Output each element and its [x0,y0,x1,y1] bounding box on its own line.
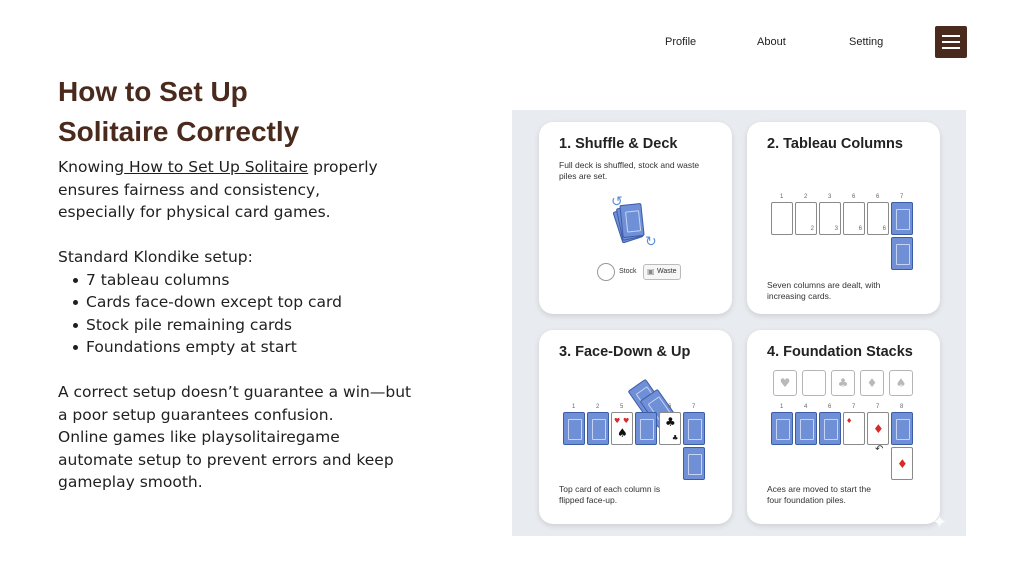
closing-line: Online games like playsolitairegame [58,428,340,446]
top-nav [0,0,1024,80]
step-description [767,484,937,506]
sparkle-icon: ✦ [932,512,948,533]
step-card-shuffle [539,122,732,314]
card-number: 6 [882,226,886,232]
column-number: 6 [876,194,880,200]
intro-line: especially for physical card games. [58,203,331,221]
stock-label: Stock [619,268,637,275]
title-line: How to Set Up [58,76,248,107]
column-number: 2 [804,194,808,200]
intro-line: ensures fairness and consistency, [58,180,321,199]
column-number: 1 [780,404,784,410]
article-body [58,156,478,494]
intro-text: properly [308,158,378,176]
step-title: 2. Tableau Columns [767,136,903,152]
menu-bar [942,35,960,37]
title-line: Solitaire Correctly [58,116,300,147]
step-title: 3. Face-Down & Up [559,344,691,360]
card-back [619,203,644,238]
tableau-card [819,202,841,235]
step-title: 1. Shuffle & Deck [559,136,678,152]
setup-list [58,269,478,359]
closing-line: automate setup to prevent errors and keep [58,450,394,469]
card-suit: ♥ [623,417,630,425]
face-up-card [659,412,681,445]
card-back [683,412,705,445]
waste-pile [643,264,681,280]
list-item: Foundations empty at start [58,336,478,359]
shuffle-arrow-icon: ↻ [645,234,657,250]
list-item: Stock pile remaining cards [58,314,478,337]
card-back [683,447,705,480]
column-number: 7 [692,404,696,410]
card-suit: ♣ [672,434,679,442]
column-number: 2 [596,404,600,410]
column-number: 1 [780,194,784,200]
nav-setting-link[interactable]: Setting [849,36,884,48]
tableau-card [771,202,793,235]
desc-line: increasing cards. [767,291,832,301]
list-item: Cards face-down except top card [58,291,478,314]
lock-icon: ▣ [647,267,655,276]
step-title: 4. Foundation Stacks [767,344,913,360]
column-number: 3 [828,194,832,200]
nav-profile-link[interactable]: Profile [665,36,697,48]
foundation-slot: ♥ [773,370,797,396]
closing-line: gameplay smooth. [58,473,203,491]
card-back [819,412,841,445]
face-up-card [867,412,889,445]
card-back [587,412,609,445]
intro-paragraph [58,156,478,179]
column-number: 8 [900,404,904,410]
card-back [891,412,913,445]
setup-heading: Standard Klondike setup: [58,248,253,266]
tableau-card [795,202,817,235]
card-suit: ♦ [873,422,884,436]
tableau-card [867,202,889,235]
card-suit: ♣ [665,415,676,429]
column-number: 7 [900,194,904,200]
column-number: 4 [804,404,808,410]
desc-line: Aces are moved to start the [767,484,871,494]
menu-bar [942,47,960,49]
desc-line: Full deck is shuffled, stock and waste [559,160,700,170]
column-number: 5 [620,404,624,410]
shuffle-arrow-icon: ↺ [611,194,623,210]
ace-card [891,447,913,480]
step-description [559,160,729,182]
card-number: 3 [834,226,838,232]
desc-line: Seven columns are dealt, with [767,280,881,290]
setup-illustration [512,110,966,536]
card-number: 6 [858,226,862,232]
step-card-facedown [539,330,732,524]
closing-line: a poor setup guarantees confusion. [58,405,334,424]
column-number: 6 [852,194,856,200]
card-suit: ♥ [614,417,621,425]
card-suit: ♦ [897,457,908,471]
card-back [795,412,817,445]
desc-line: Top card of each column is [559,484,661,494]
desc-line: four foundation piles. [767,495,846,505]
card-number: 2 [810,226,814,232]
step-description [767,280,937,302]
step-card-foundation [747,330,940,524]
stock-icon [597,263,615,281]
desc-line: flipped face-up. [559,495,618,505]
page-title [58,72,458,152]
list-item: 7 tableau columns [58,269,478,292]
card-suit: ♠ [617,426,628,440]
card-suit: ♦ [846,417,853,425]
card-back [891,202,913,235]
card-back [563,412,585,445]
menu-bar [942,41,960,43]
nav-about-link[interactable]: About [757,36,786,48]
desc-line: piles are set. [559,171,608,181]
column-number: 6 [668,404,672,410]
card-back [771,412,793,445]
foundation-slot [802,370,826,396]
face-up-card [611,412,633,445]
closing-line: A correct setup doesn’t guarantee a win—but [58,383,412,401]
hamburger-menu-icon[interactable] [935,26,967,58]
column-number: 1 [572,404,576,410]
step-description [559,484,729,506]
how-to-setup-link[interactable]: How to Set Up Solitaire [124,158,309,176]
move-arrow-icon: ↶ [875,444,884,455]
waste-label: Waste [657,268,677,275]
column-number: 7 [876,404,880,410]
intro-text: Knowing [58,158,125,176]
face-up-card [843,412,865,445]
step-card-tableau [747,122,940,314]
foundation-slot: ♠ [889,370,913,396]
foundation-slot: ♦ [860,370,884,396]
tableau-card [843,202,865,235]
foundation-slot: ♣ [831,370,855,396]
column-number: 7 [852,404,856,410]
card-back [635,412,657,445]
card-back [891,237,913,270]
column-number: 6 [828,404,832,410]
